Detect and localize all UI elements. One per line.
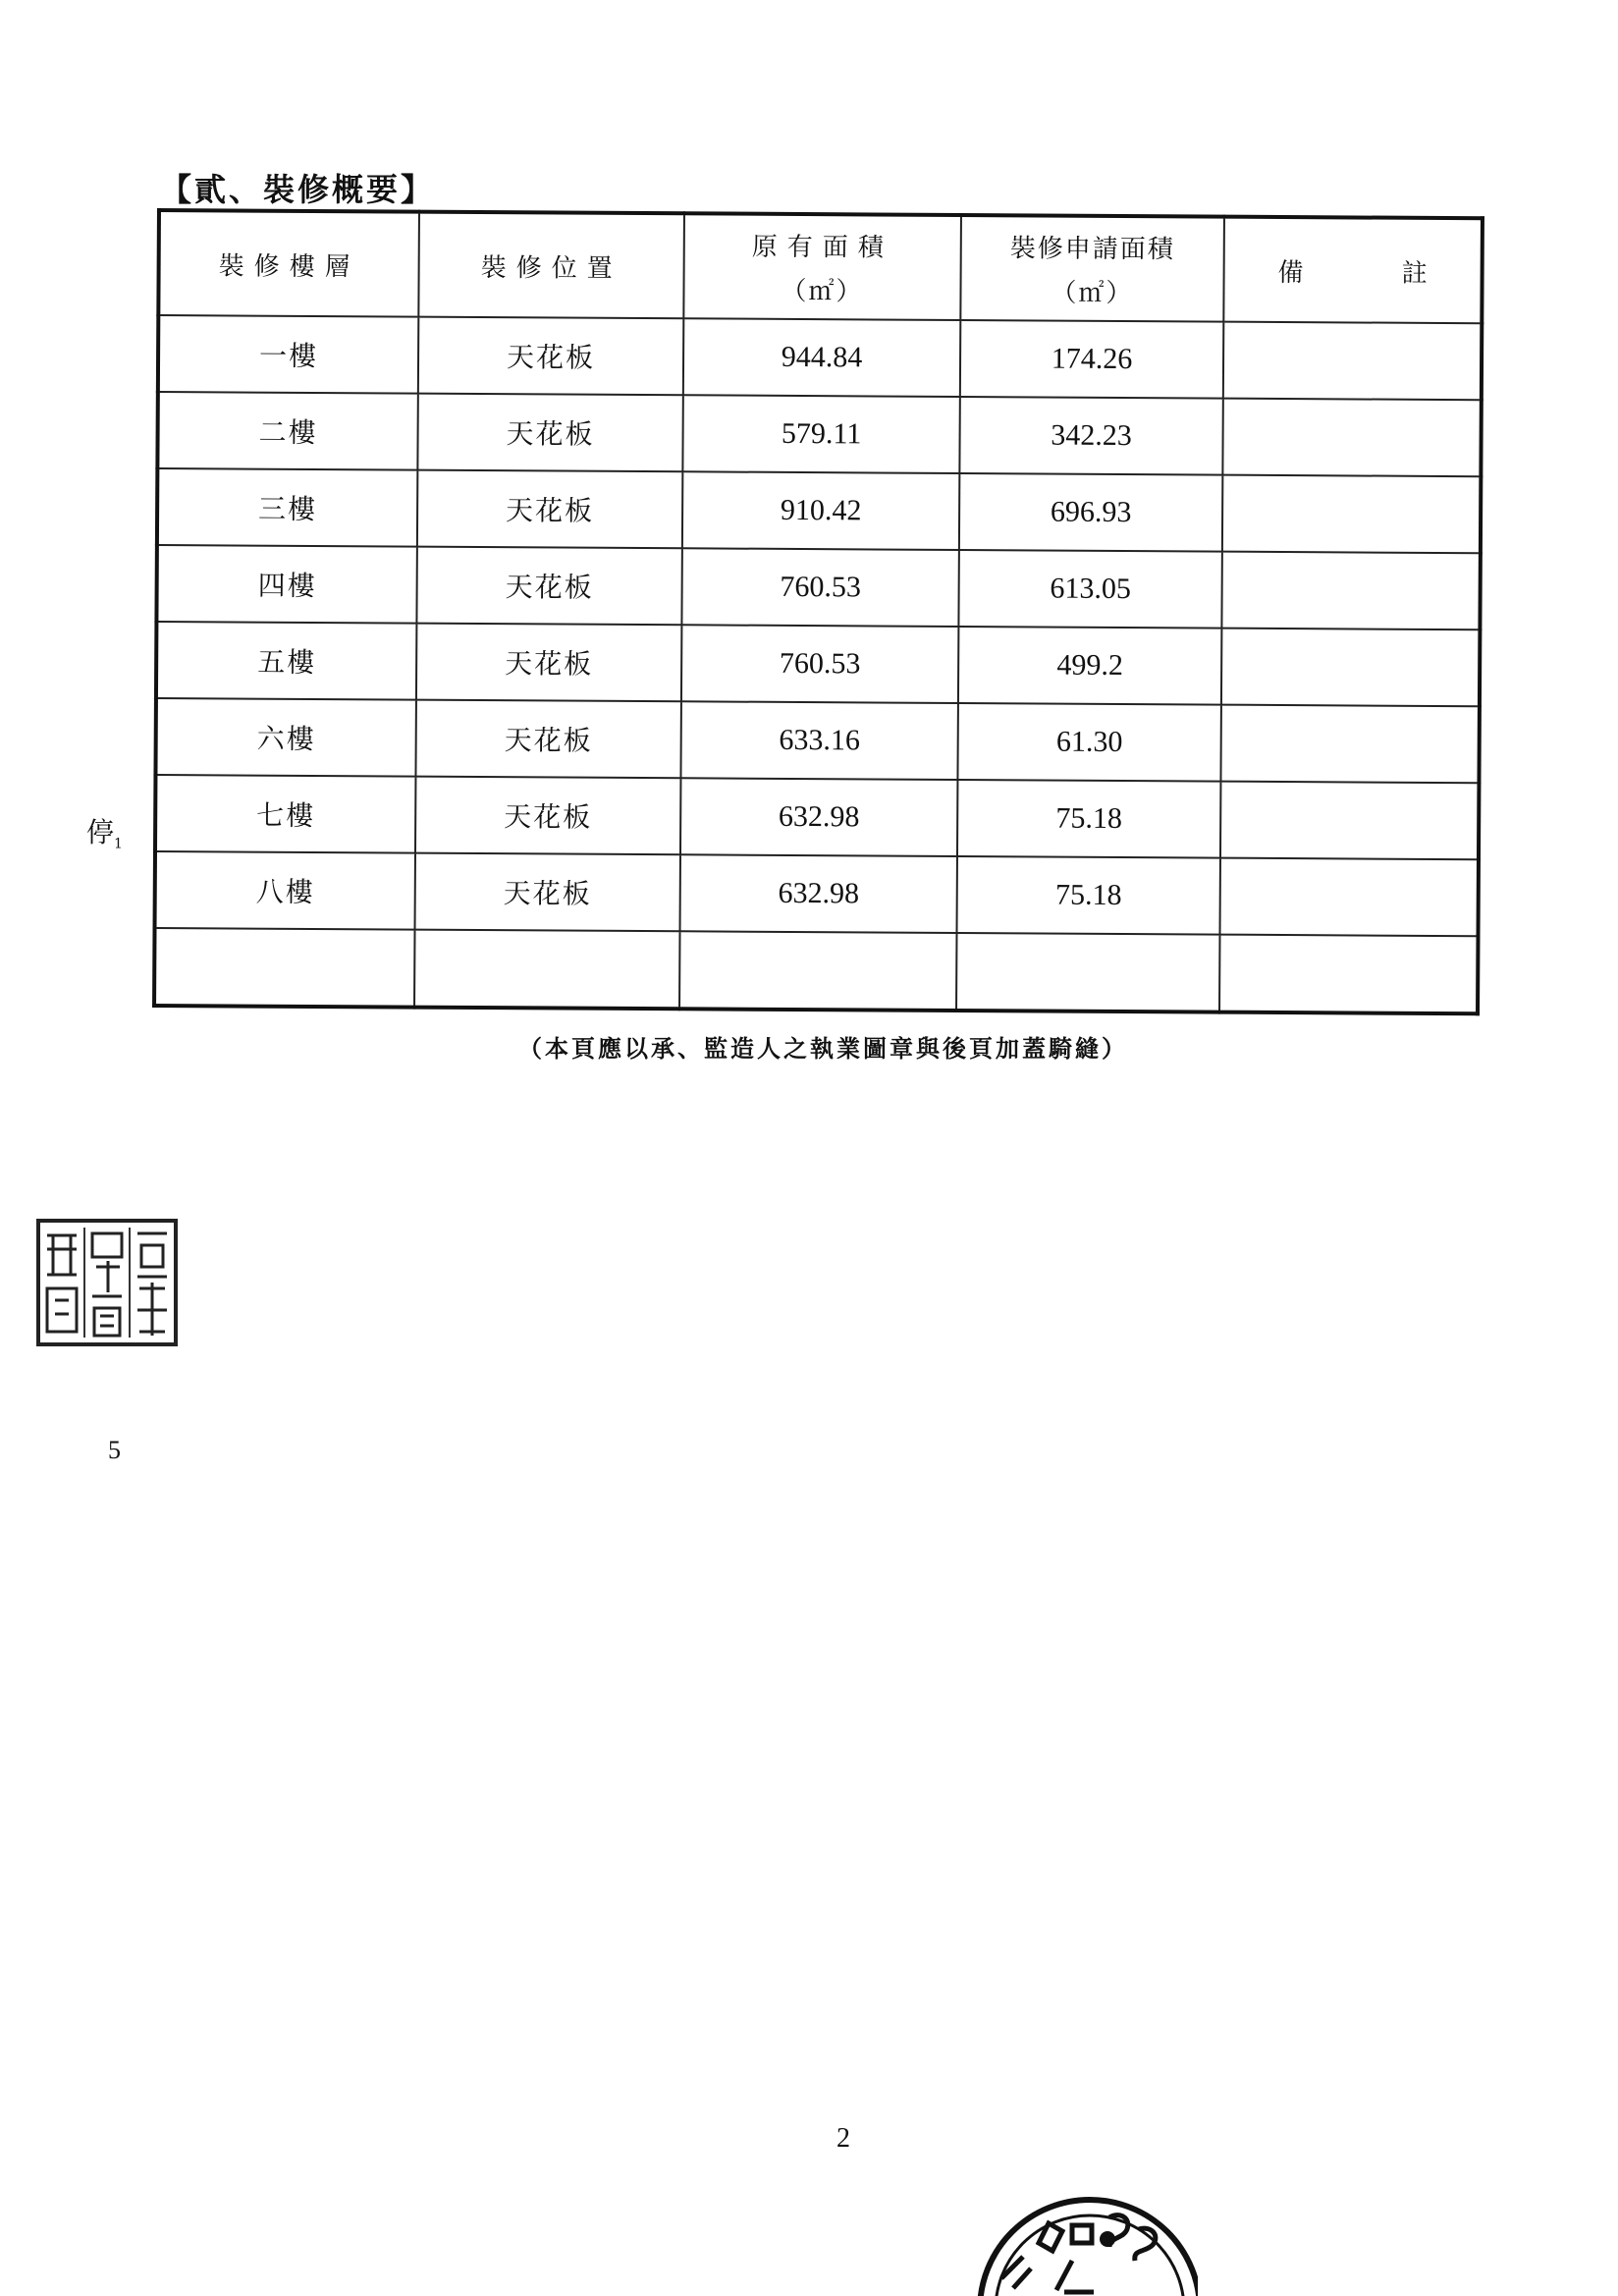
cell-floor: 四樓 xyxy=(156,545,416,624)
cell-empty xyxy=(1219,935,1478,1014)
header-requested-area xyxy=(960,215,1224,322)
square-seal-icon xyxy=(35,1218,179,1347)
cell-position: 天花板 xyxy=(416,624,681,702)
table-row xyxy=(156,545,1480,629)
table-row xyxy=(155,698,1479,783)
cell-empty xyxy=(956,933,1219,1012)
cell-floor: 二樓 xyxy=(157,392,417,470)
seam-stamp-footnote: （本頁應以承、監造人之執業圖章與後頁加蓋騎縫） xyxy=(518,1034,1128,1063)
table-row xyxy=(158,315,1482,400)
cell-note xyxy=(1223,322,1482,401)
cell-note xyxy=(1222,399,1481,477)
cell-floor: 六樓 xyxy=(155,698,415,777)
section-title: 【貳、裝修概要】 xyxy=(160,171,436,208)
cell-requested-area: 174.26 xyxy=(960,320,1223,399)
cell-position: 天花板 xyxy=(416,547,681,626)
table-row xyxy=(156,622,1480,706)
table-row xyxy=(155,851,1479,936)
cell-original-area: 633.16 xyxy=(680,701,957,780)
round-seal-icon xyxy=(962,2182,1198,2296)
cell-floor: 五樓 xyxy=(156,622,416,700)
renovation-summary-table xyxy=(152,208,1484,1015)
header-note-b: 註 xyxy=(1401,258,1428,289)
cell-note xyxy=(1220,782,1479,860)
header-note xyxy=(1223,217,1483,324)
header-requested-area-unit: （㎡） xyxy=(1051,278,1134,308)
table-row xyxy=(157,468,1481,553)
round-seal-stamp xyxy=(962,2182,1198,2296)
header-original-area-label: 原有面積 xyxy=(751,232,893,263)
side-number: 5 xyxy=(108,1436,121,1464)
cell-original-area: 910.42 xyxy=(682,471,959,550)
cell-floor: 一樓 xyxy=(158,315,418,394)
cell-floor: 七樓 xyxy=(155,775,415,853)
cell-position: 天花板 xyxy=(418,317,683,396)
cell-requested-area: 499.2 xyxy=(958,627,1221,705)
square-seal-stamp xyxy=(35,1218,179,1347)
cell-original-area: 632.98 xyxy=(680,778,957,856)
cell-original-area: 760.53 xyxy=(681,625,958,703)
cell-position: 天花板 xyxy=(417,470,682,549)
cell-original-area: 760.53 xyxy=(681,548,958,627)
cell-original-area: 579.11 xyxy=(682,395,959,473)
cell-requested-area: 613.05 xyxy=(958,550,1221,629)
cell-requested-area: 75.18 xyxy=(957,780,1220,858)
cell-floor: 三樓 xyxy=(157,468,417,547)
cell-empty xyxy=(414,930,679,1010)
margin-mark xyxy=(86,811,123,852)
margin-mark-sub: 1 xyxy=(114,836,123,852)
cell-original-area: 632.98 xyxy=(680,854,957,933)
header-original-area xyxy=(683,213,961,320)
table-row-empty xyxy=(154,928,1478,1013)
table-header-row xyxy=(158,210,1483,323)
cell-empty xyxy=(154,928,414,1008)
cell-floor: 八樓 xyxy=(155,851,415,930)
cell-requested-area: 342.23 xyxy=(959,397,1222,475)
cell-note xyxy=(1222,475,1481,554)
cell-position: 天花板 xyxy=(417,394,682,472)
cell-requested-area: 75.18 xyxy=(957,856,1220,935)
cell-note xyxy=(1221,552,1480,630)
cell-position: 天花板 xyxy=(415,853,680,932)
page-number: 2 xyxy=(836,2123,850,2154)
cell-requested-area: 696.93 xyxy=(959,473,1222,552)
header-note-a: 備 xyxy=(1277,257,1304,288)
cell-empty xyxy=(679,931,956,1011)
header-floor: 裝修樓層 xyxy=(158,210,419,317)
cell-note xyxy=(1221,629,1480,707)
table-row xyxy=(157,392,1481,476)
cell-position: 天花板 xyxy=(415,700,680,779)
header-position: 裝修位置 xyxy=(418,212,684,319)
header-requested-area-label: 裝修申請面積 xyxy=(1009,234,1175,265)
margin-mark-char: 停 xyxy=(86,816,115,848)
cell-position: 天花板 xyxy=(415,777,680,855)
cell-note xyxy=(1220,858,1479,937)
cell-original-area: 944.84 xyxy=(683,318,960,397)
header-original-area-unit: （㎡） xyxy=(781,276,864,306)
table-row xyxy=(155,775,1479,859)
cell-note xyxy=(1220,705,1479,784)
cell-requested-area: 61.30 xyxy=(957,703,1220,782)
